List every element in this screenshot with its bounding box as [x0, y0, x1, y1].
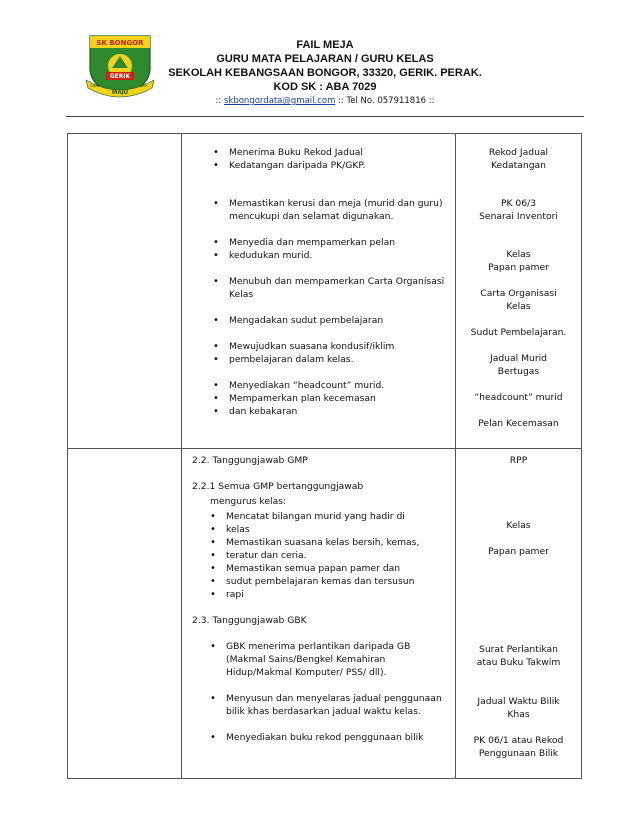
- list-item: • Menyediakan buku rekod penggunaan bilik: [186, 731, 451, 744]
- contact-line: :: skbongordata@gmail.com :: Tel No. 057911816 ::: [215, 96, 435, 106]
- sub-heading-cont: mengurus kelas:: [210, 496, 287, 507]
- empty-cell: [68, 449, 182, 779]
- section-heading: 2.3. Tanggungjawab GBK: [192, 615, 307, 626]
- tasks-cell: [182, 449, 456, 779]
- list-item: • GBK menerima perlantikan daripada GB (Makmal Sains/Bengkel Kemahiran Hidup/Makmal Komputer/ PSS/ dll).: [186, 640, 451, 679]
- svg-text:DAMAI: DAMAI: [90, 84, 102, 88]
- reference-item: Kelas Papan pamer: [488, 249, 549, 273]
- reference-item: Pelan Kecemasan: [478, 418, 559, 429]
- empty-cell: [68, 134, 182, 449]
- header-rule: [66, 116, 584, 117]
- task-list: [186, 692, 451, 718]
- list-item: • Memastikan kerusi dan meja (murid dan guru) mencukupi dan selamat digunakan.: [186, 197, 451, 223]
- list-item: • sudut pembelajaran kemas dan tersusun: [186, 575, 451, 588]
- task-list: [186, 314, 451, 327]
- svg-text:JAYA: JAYA: [140, 84, 148, 88]
- list-item: • kedudukan murid.: [186, 249, 451, 262]
- task-list: [186, 146, 451, 172]
- list-item: • Menyediakan “headcount” murid.: [186, 379, 451, 392]
- list-item: • teratur dan ceria.: [186, 549, 451, 562]
- reference-item: Jadual Waktu Bilik: [477, 696, 560, 707]
- task-list: [186, 236, 451, 262]
- task-list: [186, 510, 451, 601]
- reference-item: Carta Organisasi Kelas: [480, 288, 557, 312]
- list-item: • Kedatangan daripada PK/GKP.: [186, 159, 451, 172]
- reference-item: atau Buku Takwim: [476, 657, 561, 668]
- reference-item: Sudut Pembelajaran.: [470, 327, 567, 338]
- reference-item: PK 06/3 Senarai Inventori: [479, 198, 558, 222]
- reference-item: PK 06/1 atau Rekod: [473, 735, 564, 746]
- doc-subtitle: GURU MATA PELAJARAN / GURU KELAS: [216, 53, 434, 65]
- reference-item: Papan pamer: [488, 546, 549, 557]
- list-item: • kelas: [186, 523, 451, 536]
- svg-text:MAJU: MAJU: [111, 90, 129, 96]
- school-code: KOD SK : ABA 7029: [273, 81, 377, 93]
- list-item: • Menerima Buku Rekod Jadual: [186, 146, 451, 159]
- task-list: [186, 340, 451, 366]
- tasks-cell: [182, 134, 456, 449]
- reference-cell: [456, 449, 582, 779]
- table-row: [68, 449, 582, 779]
- list-item: • rapi: [186, 588, 451, 601]
- list-item: • pembelajaran dalam kelas.: [186, 353, 451, 366]
- reference-item: Rekod Jadual Kedatangan: [488, 147, 549, 171]
- list-item: • Mengadakan sudut pembelajaran: [186, 314, 451, 327]
- reference-item: Khas: [507, 709, 530, 720]
- section-heading: 2.2. Tanggungjawab GMP: [192, 455, 308, 466]
- reference-item: “headcount” murid: [474, 392, 563, 403]
- sub-heading: 2.2.1 Semua GMP bertanggungjawab: [192, 481, 364, 492]
- list-item: • Memastikan semua papan pamer dan: [186, 562, 451, 575]
- task-list: [186, 731, 451, 744]
- list-item: • Mempamerkan plan kecemasan: [186, 392, 451, 405]
- email-link[interactable]: skbongordata@gmail.com: [223, 96, 336, 106]
- svg-text:GERIK: GERIK: [109, 73, 131, 80]
- school-address: SEKOLAH KEBANGSAAN BONGOR, 33320, GERIK. PERAK.: [168, 67, 482, 79]
- list-item: • Menyedia dan mempamerkan pelan: [186, 236, 451, 249]
- task-list: [186, 275, 451, 301]
- table-row: [68, 134, 582, 449]
- task-list: [186, 640, 451, 679]
- list-item: • Mencatat bilangan murid yang hadir di: [186, 510, 451, 523]
- reference-item: RPP: [509, 455, 528, 466]
- doc-title: FAIL MEJA: [296, 39, 354, 51]
- reference-item: Jadual Murid Bertugas: [489, 353, 547, 377]
- task-list: [186, 379, 451, 418]
- reference-item: Surat Perlantikan: [479, 644, 558, 655]
- duty-table: [67, 133, 582, 779]
- svg-text:SK BONGOR: SK BONGOR: [96, 39, 144, 47]
- list-item: • Mewujudkan suasana kondusif/iklim: [186, 340, 451, 353]
- reference-item: Penggunaan Bilik: [478, 748, 559, 759]
- task-list: [186, 197, 451, 223]
- school-logo: [84, 28, 156, 98]
- list-item: • Menubuh dan mempamerkan Carta Organisasi Kelas: [186, 275, 451, 301]
- list-item: • Menyusun dan menyelaras jadual penggunaan bilik khas berdasarkan jadual waktu kelas.: [186, 692, 451, 718]
- reference-cell: [456, 134, 582, 449]
- reference-item: Kelas: [506, 520, 531, 531]
- list-item: • Memastikan suasana kelas bersih, kemas,: [186, 536, 451, 549]
- letterhead: [160, 38, 490, 108]
- list-item: • dan kebakaran: [186, 405, 451, 418]
